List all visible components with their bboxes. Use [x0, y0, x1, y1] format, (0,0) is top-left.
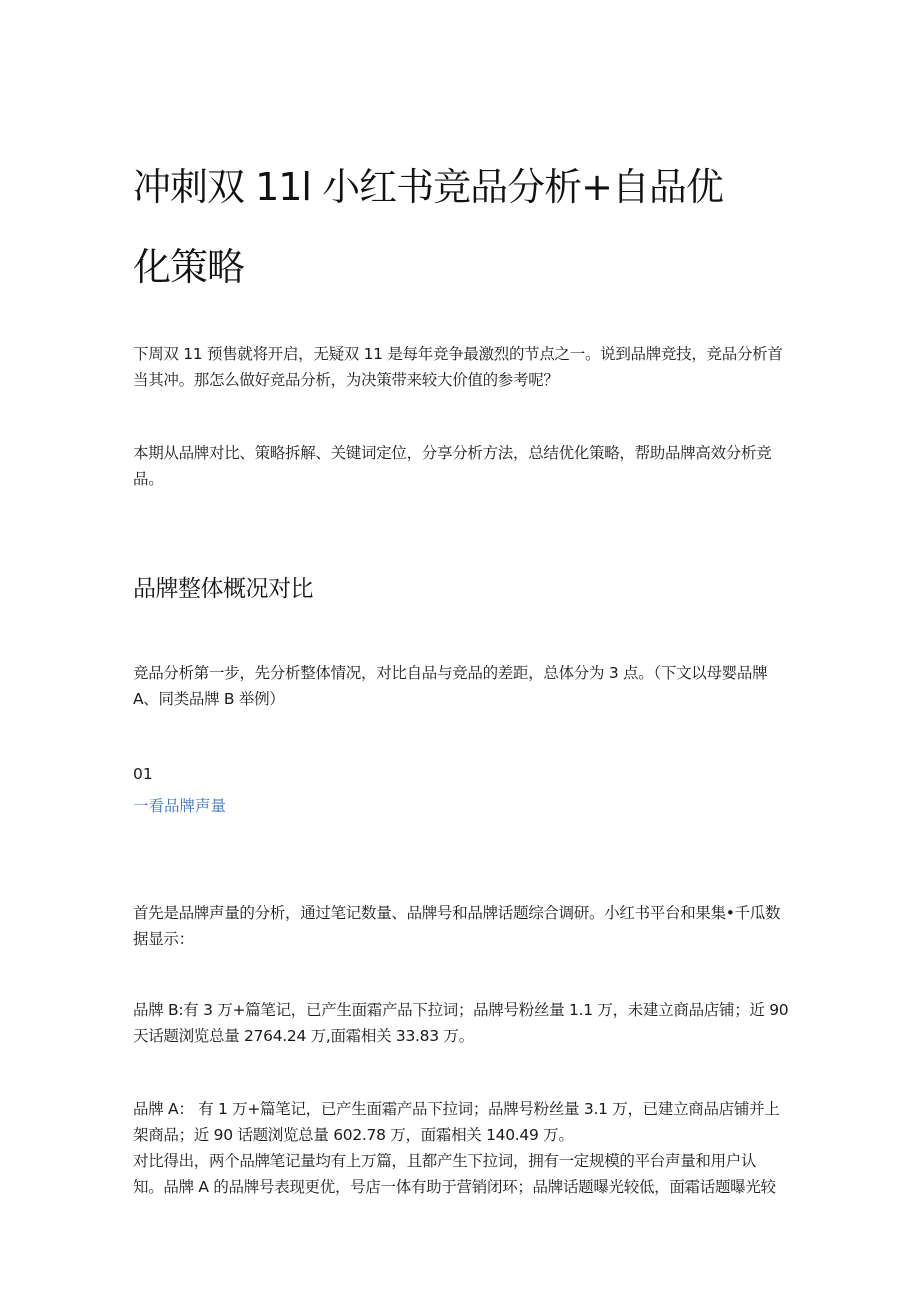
brand-a-paragraph — [133, 1096, 793, 1200]
brand-b-paragraph — [133, 997, 793, 1049]
article-title-line-2: 化策略 — [133, 245, 245, 289]
brand-a-line-1: 品牌 A： 有 1 万+篇笔记，已产生面霜产品下拉词；品牌号粉丝量 3.1 万，已建立商品店铺并上 — [133, 1100, 780, 1118]
intro-paragraph-1 — [133, 341, 793, 393]
article-title-line-1: 冲刺双 11l 小红书竞品分析+自品优 — [133, 165, 723, 209]
comparison-line-2: 知。品牌 A 的品牌号表现更优，号店一体有助于营销闭环；品牌话题曝光较低，面霜话题曝光较 — [133, 1178, 776, 1196]
comparison-line-1: 对比得出，两个品牌笔记量均有上万篇，且都产生下拉词，拥有一定规模的平台声量和用户认 — [133, 1152, 757, 1170]
brand-b-line-1: 品牌 B:有 3 万+篇笔记，已产生面霜产品下拉词；品牌号粉丝量 1.1 万，未建立商品店铺；近 90 — [133, 1001, 789, 1019]
intro-paragraph-2-line-2: 品。 — [133, 470, 164, 488]
volume-analysis-line-1: 首先是品牌声量的分析，通过笔记数量、品牌号和品牌话题综合调研。小红书平台和果集•千瓜数 — [133, 904, 781, 922]
volume-analysis-line-2: 据显示： — [133, 930, 194, 948]
section-heading: 品牌整体概况对比 — [133, 576, 313, 602]
intro-paragraph-2-line-1: 本期从品牌对比、策略拆解、关键词定位，分享分析方法，总结优化策略，帮助品牌高效分析竞 — [133, 444, 772, 462]
section-intro-line-1: 竞品分析第一步，先分析整体情况，对比自品与竞品的差距，总体分为 3 点。（下文以母婴品牌 — [133, 664, 768, 682]
volume-analysis-paragraph — [133, 900, 793, 952]
brand-a-line-2: 架商品；近 90 话题浏览总量 602.78 万，面霜相关 140.49 万。 — [133, 1126, 574, 1144]
intro-paragraph-2 — [133, 440, 793, 492]
subsection-number: 01 — [133, 765, 153, 783]
intro-paragraph-1-line-2: 当其冲。那怎么做好竞品分析，为决策带来较大价值的参考呢？ — [133, 371, 559, 389]
brand-b-line-2: 天话题浏览总量 2764.24 万,面霜相关 33.83 万。 — [133, 1027, 474, 1045]
section-intro-paragraph — [133, 660, 793, 712]
section-intro-line-2: A、同类品牌 B 举例） — [133, 690, 285, 708]
subsection-title-link[interactable]: 一看品牌声量 — [133, 797, 227, 815]
intro-paragraph-1-line-1: 下周双 11 预售就将开启，无疑双 11 是每年竞争最激烈的节点之一。说到品牌竞技，竞品分析首 — [133, 345, 783, 363]
